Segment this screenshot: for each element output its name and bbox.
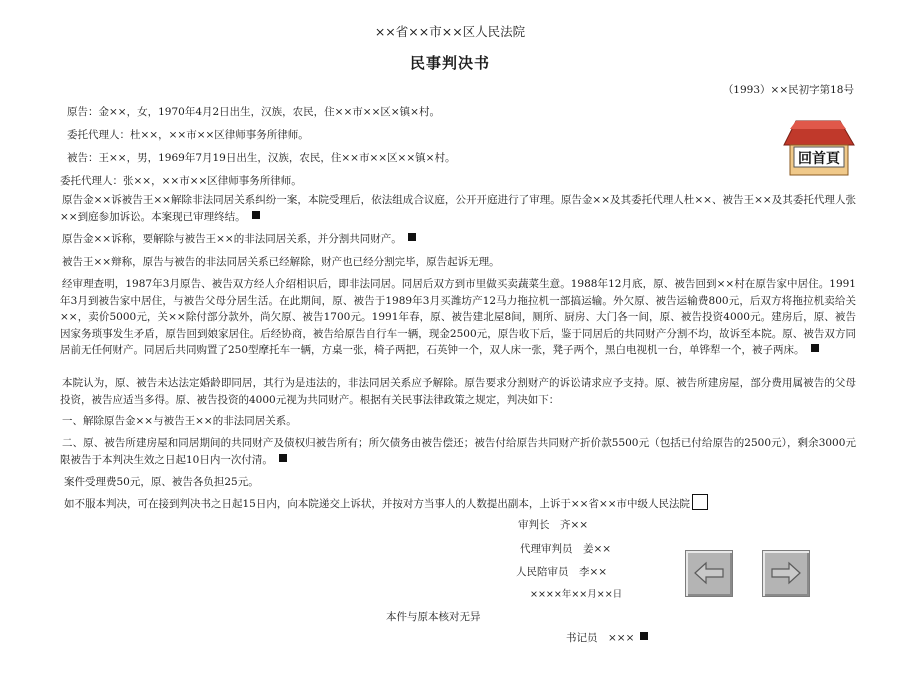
paragraph-facts — [60, 276, 856, 359]
paragraph-plaintiff-claim — [60, 231, 856, 248]
case-number: （1993）××民初字第18号 — [722, 84, 854, 96]
end-mark — [279, 454, 287, 462]
end-mark — [408, 233, 416, 241]
judgment-item-1 — [60, 413, 856, 430]
paragraph-court-opinion — [60, 375, 856, 408]
forward-button[interactable] — [762, 550, 810, 597]
clerk-text: 书记员 ××× — [566, 632, 635, 644]
verification-note: 本件与原本核对无异 — [386, 611, 481, 623]
checkbox-marker — [692, 494, 708, 510]
court-name: ××省××市××区人民法院 — [374, 24, 526, 39]
defendant-agent-line: 委托代理人：张××，××市××区律师事务所律师。 — [60, 175, 302, 187]
chief-judge: 审判长 齐×× — [518, 519, 589, 531]
paragraph-text: 原告金××诉被告王××解除非法同居关系纠纷一案，本院受理后，依法组成合议庭，公开开庭进行了审理。原告金××及其委托代理人杜××、被告王××及其委托代理人张××到庭参加诉讼。本案现已审理终结。 — [60, 194, 856, 223]
paragraph-text: 一、解除原告金××与被告王××的非法同居关系。 — [62, 415, 297, 427]
back-button[interactable] — [685, 550, 733, 597]
home-icon — [782, 119, 856, 177]
end-mark — [811, 344, 819, 352]
paragraph-text: 二、原、被告所建房屋和同居期间的共同财产及债权归被告所有；所欠债务由被告偿还；被告付给原告共同财产折价款5500元（包括已付给原告的2500元），剩余3000元限被告于本判决生效之日起10日内一次付清。 — [60, 437, 856, 466]
document-title: 民事判决书 — [409, 54, 490, 72]
court-fee-line: 案件受理费50元，原、被告各负担25元。 — [64, 476, 259, 488]
paragraph-text: 被告王××辩称，原告与被告的非法同居关系已经解除，财产也已经分割完毕，原告起诉无理。 — [62, 256, 500, 268]
appeal-line — [64, 494, 708, 511]
left-arrow-icon — [693, 559, 725, 587]
home-label: 回首頁 — [798, 151, 840, 167]
judgment-item-2 — [60, 435, 856, 468]
paragraph-text: 经审理查明，1987年3月原告、被告双方经人介绍相识后，即非法同居。同居后双方到市里做买卖蔬菜生意。1988年12月底，原、被告回到××村在原告家中居住。1991年3月到被告家中居住，与被告父母分居生活。在此期间，原、被告于1989年3月买潍坊产12马力拖拉机一部搞运输。外欠原、被告运输费800元，后双方将拖拉机卖给关××，卖价5000元，关××除付部分款外，尚欠原、被告1700元。1991年春，原、被告建北屋8间，厕所、厨房、大门各一间，原、被告投资4000元。建房后，原、被告因家务琐事发生矛盾，原告回到娘家居住。后经协商，被告给原告自行车一辆，现金2500元，原告收下后，鉴于同居后的共同财产分割不均，故诉至本院。原、被告双方同居前无任何财产。同居后共同购置了250型摩托车一辆，方桌一张，椅子两把，石英钟一个，双人床一张，凳子两个，黑白电视机一台，单铧犁一个，被子两床。 — [60, 278, 856, 356]
defendant-line: 被告：王××，男，1969年7月19日出生，汉族，农民，住××市××区××镇×村。 — [67, 152, 456, 164]
end-mark — [252, 211, 260, 219]
end-mark — [640, 632, 648, 640]
appeal-text: 如不服本判决，可在接到判决书之日起15日内，向本院递交上诉状，并按对方当事人的人数提出副本，上诉于××省××市中级人民法院 — [64, 498, 691, 510]
paragraph-case-intro — [60, 192, 856, 225]
right-arrow-icon — [770, 559, 802, 587]
paragraph-text: 原告金××诉称，要解除与被告王××的非法同居关系，并分割共同财产。 — [62, 233, 402, 245]
paragraph-defendant-reply — [60, 254, 856, 271]
acting-judge: 代理审判员 姜×× — [520, 543, 612, 555]
home-button[interactable] — [782, 119, 856, 177]
paragraph-text: 本院认为，原、被告未达法定婚龄即同居，其行为是违法的，非法同居关系应予解除。原告要求分割财产的诉讼请求应予支持。原、被告所建房屋，部分费用属被告的父母投资，被告应适当多得。原、被告投资的4000元视为共同财产。根据有关民事法律政策之规定，判决如下： — [60, 377, 856, 406]
plaintiff-agent-line: 委托代理人：杜××，××市××区律师事务所律师。 — [67, 129, 309, 141]
clerk-line — [566, 630, 648, 645]
people-assessor: 人民陪审员 李×× — [516, 566, 608, 578]
judgment-date: ××××年××月××日 — [530, 589, 623, 600]
plaintiff-line: 原告：金××，女，1970年4月2日出生，汉族，农民，住××市××区×镇×村。 — [67, 106, 440, 118]
